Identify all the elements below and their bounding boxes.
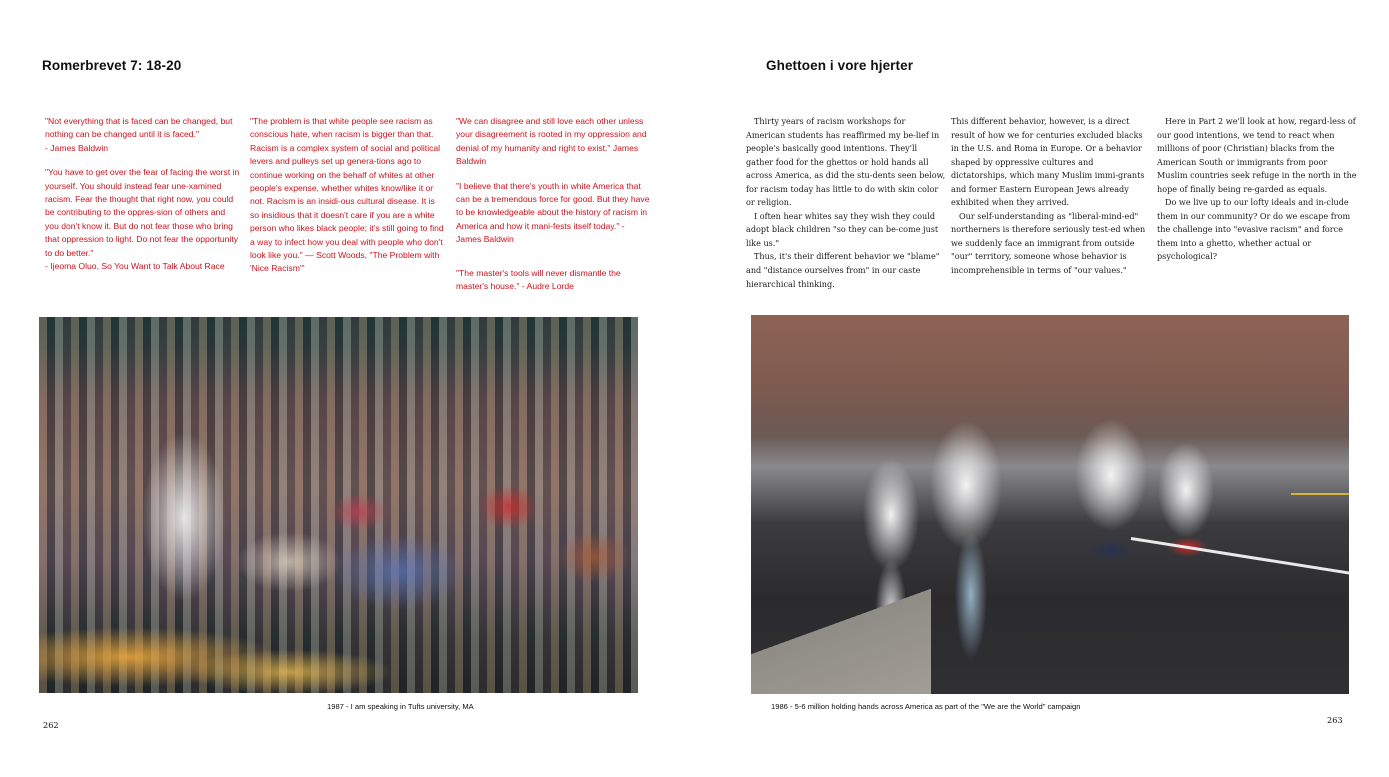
photo-caption: 1986 - 5-6 million holding hands across America as part of the "We are the World" campaign — [771, 702, 1081, 711]
quote-text: "The master's tools will never dismantle the master's house." - Audre Lorde — [456, 267, 621, 292]
right-page-heading: Ghettoen i vore hjerter — [766, 58, 914, 73]
body-paragraph: This different behavior, however, is a direct result of how we for centuries excluded blacks in the U.S. and Roma in Europe. Or a behavior shaped by oppressive cultures and dictatorships, which many Muslim immi-grants and former Eastern European Jews already exhibited when they arrived. — [951, 116, 1145, 208]
quote-text: "I believe that there's youth in white America that can be a tremendous force for good. But they have to be knowledgeable about the history of racism in America and how it mani-fests itself today." - James Baldwin — [456, 180, 650, 245]
quote-woods — [250, 115, 446, 276]
quote-column-2 — [250, 115, 446, 287]
quote-text: "You have to get over the fear of facing the worst in yourself. You should instead fear une-xamined racism. Fear the thought that right now, you could be contributing to the oppres-sion of others and you don't know it. But do not fear those who bring that oppression to light. Do not fear the opportunity to do better." — [45, 167, 240, 258]
quote-oluo — [45, 166, 241, 273]
quote-author: - James Baldwin — [45, 142, 109, 153]
body-paragraph: Here in Part 2 we'll look at how, regard-less of our good intentions, we tend to react when millions of poor (Christian) blacks from the American South or immigrants from poor Muslim countries seek refuge in the north in the hope of finally being re-garded as equals. — [1157, 116, 1357, 194]
page-number: 262 — [43, 720, 59, 730]
quote-lorde — [456, 267, 652, 294]
photo-caption: 1987 - I am speaking in Tufts university, MA — [327, 702, 474, 711]
quote-text: "The problem is that white people see racism as conscious hate, when racism is bigger than that. Racism is a complex system of social and political levers and pulleys set up genera-tions ago to continue working on the behalf of whites at other people's expense, whether whites know/like it or not. Racism is an insidi-ous cultural disease. It is so insidious that it doesn't care if you are a white person who likes black people; it's still going to find a way to infect how you deal with people who don't look like you." — Scott Woods, "The Problem with 'Nice Racism'" — [250, 116, 444, 274]
quote-column-3 — [456, 115, 652, 304]
body-paragraph: I often hear whites say they wish they could adopt black children "so they can be-come just like us." — [746, 210, 939, 248]
quote-baldwin-disagree — [456, 115, 652, 169]
photo-curb — [751, 584, 931, 694]
right-page — [694, 0, 1389, 777]
body-column-1 — [746, 115, 946, 291]
quote-text: "We can disagree and still love each other unless your disagreement is rooted in my oppression and denial of my humanity and right to exist." James Baldwin — [456, 116, 647, 167]
quote-baldwin-youth — [456, 180, 652, 247]
body-paragraph: Thus, it's their different behavior we "blame" and "distance ourselves from" in our caste hierarchical thinking. — [746, 251, 940, 289]
body-column-2 — [951, 115, 1151, 278]
quote-baldwin-faced — [45, 115, 241, 155]
body-paragraph: Do we live up to our lofty ideals and in-clude them in our community? Or do we escape from the challenge into "evasive racism" and force them into a ghetto, whether actual or psychological? — [1157, 197, 1351, 262]
photo-lecture-hall — [39, 317, 638, 693]
quote-author: - Ijeoma Oluo, So You Want to Talk About Race — [45, 261, 225, 272]
quote-text: "Not everything that is faced can be changed, but nothing can be changed until it is faced." — [45, 116, 233, 140]
body-column-3 — [1157, 115, 1357, 264]
left-page-heading: Romerbrevet 7: 18-20 — [42, 58, 182, 73]
photo-hands-across-america — [751, 315, 1349, 694]
photo-lane-marking — [1131, 537, 1349, 578]
body-paragraph: Thirty years of racism workshops for American students has reaffirmed my be-lief in people's basically good intentions. They'll gather food for the ghettos or hold hands all across America, as did the stu-dents seen below, for racism today has little to do with skin color or religion. — [746, 116, 946, 208]
left-page — [0, 0, 694, 777]
page-number: 263 — [1327, 715, 1343, 725]
body-paragraph: Our self-understanding as "liberal-mind-ed" northerners is therefore seriously test-ed when we suddenly face an immigrant from outside "our" territory, someone whose behavior is incomprehensible in terms of "our values." — [951, 210, 1146, 276]
quote-column-1 — [45, 115, 241, 284]
photo-yellow-line — [1291, 493, 1349, 495]
